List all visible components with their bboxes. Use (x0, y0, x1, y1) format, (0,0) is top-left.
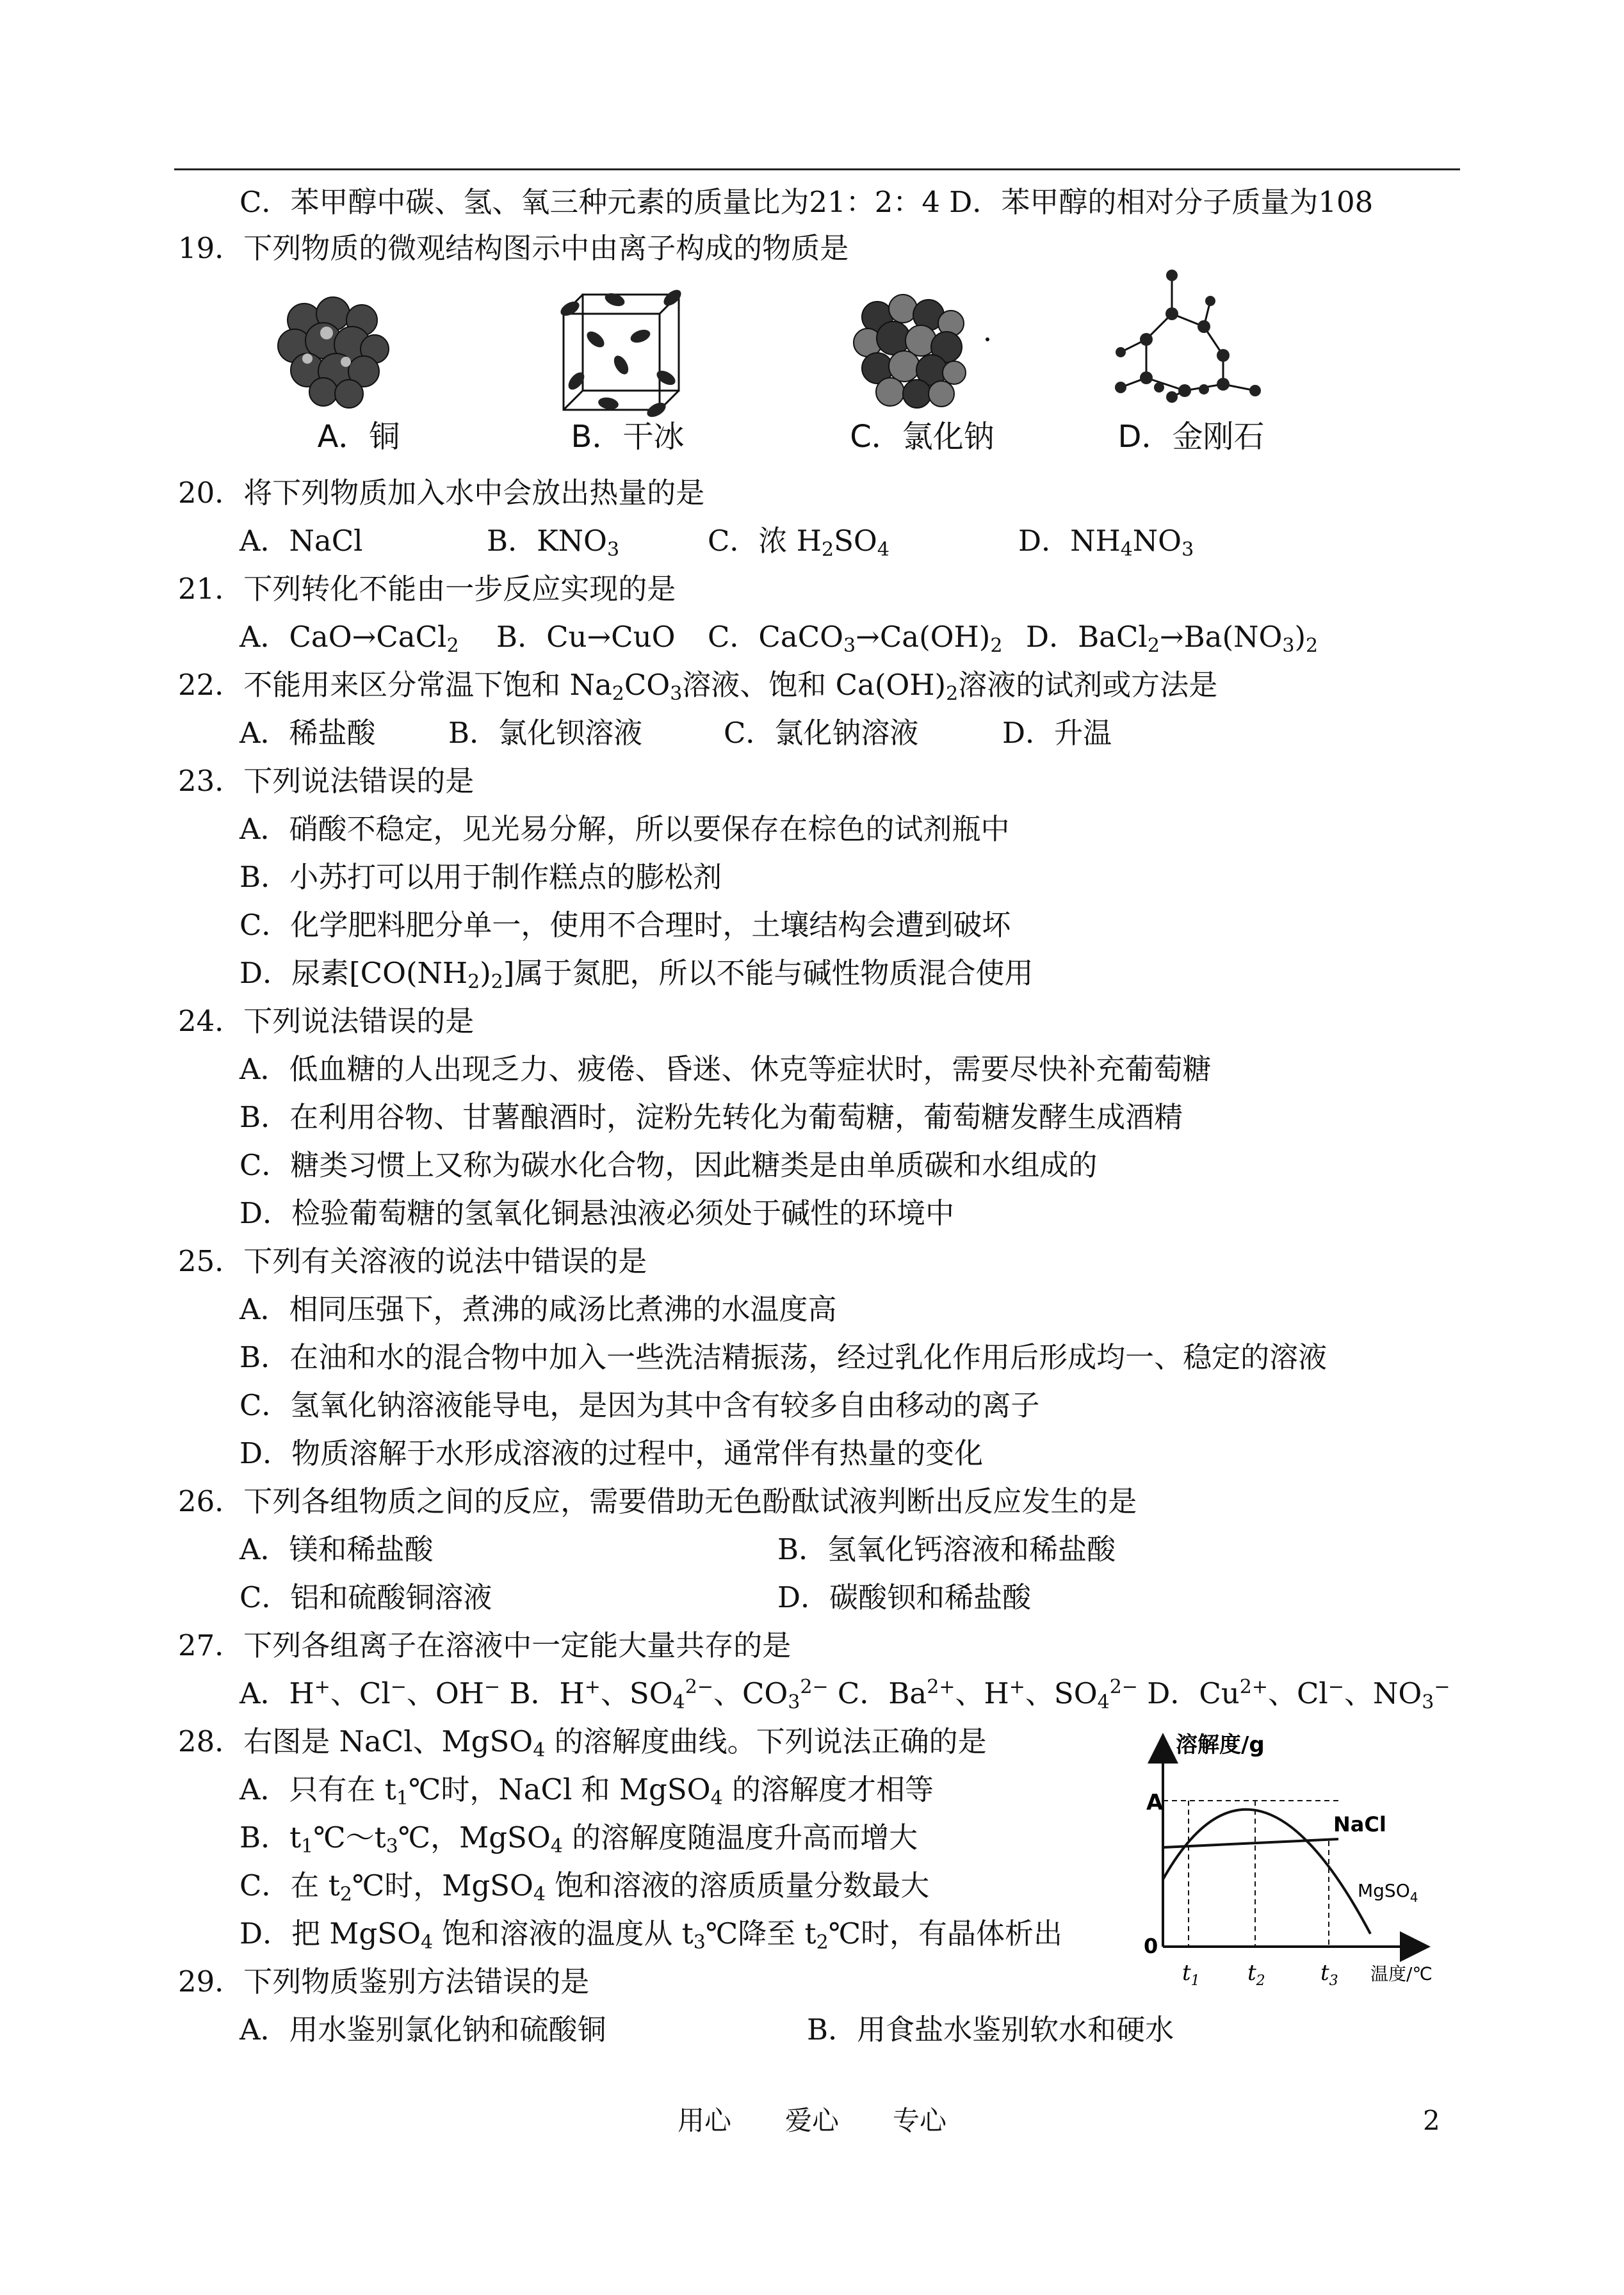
q19-figures (243, 269, 1306, 474)
x-tick-t1: $t_1$ (1182, 1960, 1200, 1989)
q18-option-cd: C．苯甲醇中碳、氢、氧三种元素的质量比为21：2：4 D．苯甲醇的相对分子质量为108 (240, 185, 1374, 219)
q19-option-c[interactable] (807, 269, 1037, 474)
solubility-chart (1127, 1729, 1486, 2011)
q19-option-d-label: D．金刚石 (1117, 419, 1265, 455)
q23-option-c: C．化学肥料肥分单一，使用不合理时，土壤结构会遭到破坏 (240, 908, 1011, 942)
page-number: 2 (1423, 2105, 1440, 2136)
q23-stem: 23．下列说法错误的是 (178, 764, 475, 798)
y-tick-A: A (1146, 1790, 1164, 1815)
q22-stem: 22．不能用来区分常温下饱和 $Na_2CO_3$溶液、饱和 $Ca(OH)_2$溶液的试剂或方法是 (178, 668, 1218, 705)
q19-option-d[interactable] (1076, 269, 1306, 474)
q21-stem: 21．下列转化不能由一步反应实现的是 (178, 572, 676, 606)
footer-motto: 用心 爱心 专心 (677, 2105, 946, 2136)
q23-option-b: B．小苏打可以用于制作糕点的膨松剂 (240, 860, 722, 894)
q29-option-b: B．用食盐水鉴别软水和硬水 (807, 2013, 1174, 2047)
q28-option-c: C．在 $t_2℃$时，MgSO$_4$ 饱和溶液的溶质质量分数最大 (240, 1869, 930, 1906)
q19-option-b[interactable] (512, 269, 743, 474)
q24-option-c: C．糖类习惯上又称为碳水化合物，因此糖类是由单质碳和水组成的 (240, 1148, 1098, 1182)
q24-stem: 24．下列说法错误的是 (178, 1004, 475, 1038)
q20-stem: 20．将下列物质加入水中会放出热量的是 (178, 476, 705, 510)
q28-option-a: A．只有在 $t_1℃$时，NaCl 和 MgSO$_4$ 的溶解度才相等 (240, 1772, 934, 1810)
q23-option-d: D．尿素$[CO(NH_2)_2]$属于氮肥，所以不能与碱性物质混合使用 (240, 956, 1034, 993)
q19-stem: 19．下列物质的微观结构图示中由离子构成的物质是 (178, 231, 849, 265)
q26-option-b: B．氢氧化钙溶液和稀盐酸 (777, 1532, 1116, 1566)
solubility-chart-svg (1127, 1729, 1486, 2011)
y-axis-label: 溶解度/g (1176, 1732, 1265, 1758)
x-tick-t2: $t_2$ (1247, 1960, 1265, 1989)
q28-stem: 28．右图是 NaCl、MgSO$_4$ 的溶解度曲线。下列说法正确的是 (178, 1724, 987, 1762)
q22-option-b: B．氯化钡溶液 (448, 716, 643, 750)
q20-option-a: A．NaCl (240, 524, 363, 558)
q24-option-d: D．检验葡萄糖的氢氧化铜悬浊液必须处于碱性的环境中 (240, 1196, 955, 1230)
dry-ice-structure-icon (512, 269, 743, 423)
diamond-structure-icon (1076, 269, 1306, 423)
q27-stem: 27．下列各组离子在溶液中一定能大量共存的是 (178, 1628, 792, 1662)
q21-option-d: D．$BaCl_2\to Ba(NO_3)_2$ (1026, 620, 1319, 657)
q23-option-a: A．硝酸不稳定，见光易分解，所以要保存在棕色的试剂瓶中 (240, 812, 1010, 846)
q21-option-c: C．$CaCO_3\to Ca(OH)_2$ (708, 620, 1003, 657)
page-footer (0, 2102, 1624, 2140)
x-tick-t3: $t_3$ (1320, 1960, 1338, 1989)
q28-option-d: D．把 MgSO$_4$ 饱和溶液的温度从 $t_3℃$降至 $t_2℃$时，有晶体析出 (240, 1917, 1063, 1954)
origin-label: 0 (1144, 1934, 1158, 1958)
copper-structure-icon (243, 269, 474, 423)
q19-option-a[interactable] (243, 269, 474, 474)
q29-option-a: A．用水鉴别氯化钠和硫酸铜 (240, 2013, 606, 2047)
nacl-label: NaCl (1333, 1812, 1386, 1837)
q24-option-a: A．低血糖的人出现乏力、疲倦、昏迷、休克等症状时，需要尽快补充葡萄糖 (240, 1052, 1212, 1086)
q20-option-c: C．浓 $H_2SO_4$ (708, 524, 889, 561)
q24-option-b: B．在利用谷物、甘薯酿酒时，淀粉先转化为葡萄糖，葡萄糖发酵生成酒精 (240, 1100, 1183, 1134)
q21-option-a: A．CaO→CaCl$_2$ (240, 620, 459, 657)
q25-stem: 25．下列有关溶液的说法中错误的是 (178, 1244, 647, 1278)
q26-option-c: C．铝和硫酸铜溶液 (240, 1580, 492, 1614)
q20-option-d: D．$NH_4NO_3$ (1018, 524, 1194, 561)
q25-option-d: D．物质溶解于水形成溶液的过程中，通常伴有热量的变化 (240, 1436, 984, 1470)
q26-option-a: A．镁和稀盐酸 (240, 1532, 434, 1566)
q19-option-a-label: A．铜 (317, 419, 400, 455)
q21-option-b: B．Cu→CuO (496, 620, 676, 654)
q26-stem: 26．下列各组物质之间的反应，需要借助无色酚酞试液判断出反应发生的是 (178, 1484, 1137, 1518)
q26-option-d: D．碳酸钡和稀盐酸 (777, 1580, 1032, 1614)
q22-option-a: A．稀盐酸 (240, 716, 376, 750)
q25-option-b: B．在油和水的混合物中加入一些洗洁精振荡，经过乳化作用后形成均一、稳定的溶液 (240, 1340, 1328, 1374)
q27-options: A．H+、Cl−、OH− B．H+、$SO_4^{2-}$、$CO_3^{2-}$ C．$Ba^{2+}$、H+、$SO_4^{2-}$ D．$Cu^{2+}$、Cl−、$NO_3^-$ (240, 1676, 1450, 1714)
q22-option-d: D．升温 (1002, 716, 1112, 750)
q22-option-c: C．氯化钠溶液 (724, 716, 919, 750)
q19-option-c-label: C．氯化钠 (850, 419, 995, 455)
q19-option-b-label: B．干冰 (571, 419, 685, 455)
mgso4-label: MgSO$_4$ (1358, 1880, 1418, 1905)
header-rule (174, 168, 1460, 170)
q29-stem: 29．下列物质鉴别方法错误的是 (178, 1965, 590, 1999)
q28-option-b: B．$t_1℃\sim t_3℃$，MgSO$_4$ 的溶解度随温度升高而增大 (240, 1821, 918, 1858)
x-axis-label: 温度/℃ (1370, 1963, 1433, 1984)
q20-option-b: B．$KNO_3$ (487, 524, 620, 561)
sodium-chloride-structure-icon (807, 269, 1037, 423)
q25-option-c: C．氢氧化钠溶液能导电，是因为其中含有较多自由移动的离子 (240, 1388, 1040, 1422)
q25-option-a: A．相同压强下，煮沸的咸汤比煮沸的水温度高 (240, 1292, 837, 1326)
